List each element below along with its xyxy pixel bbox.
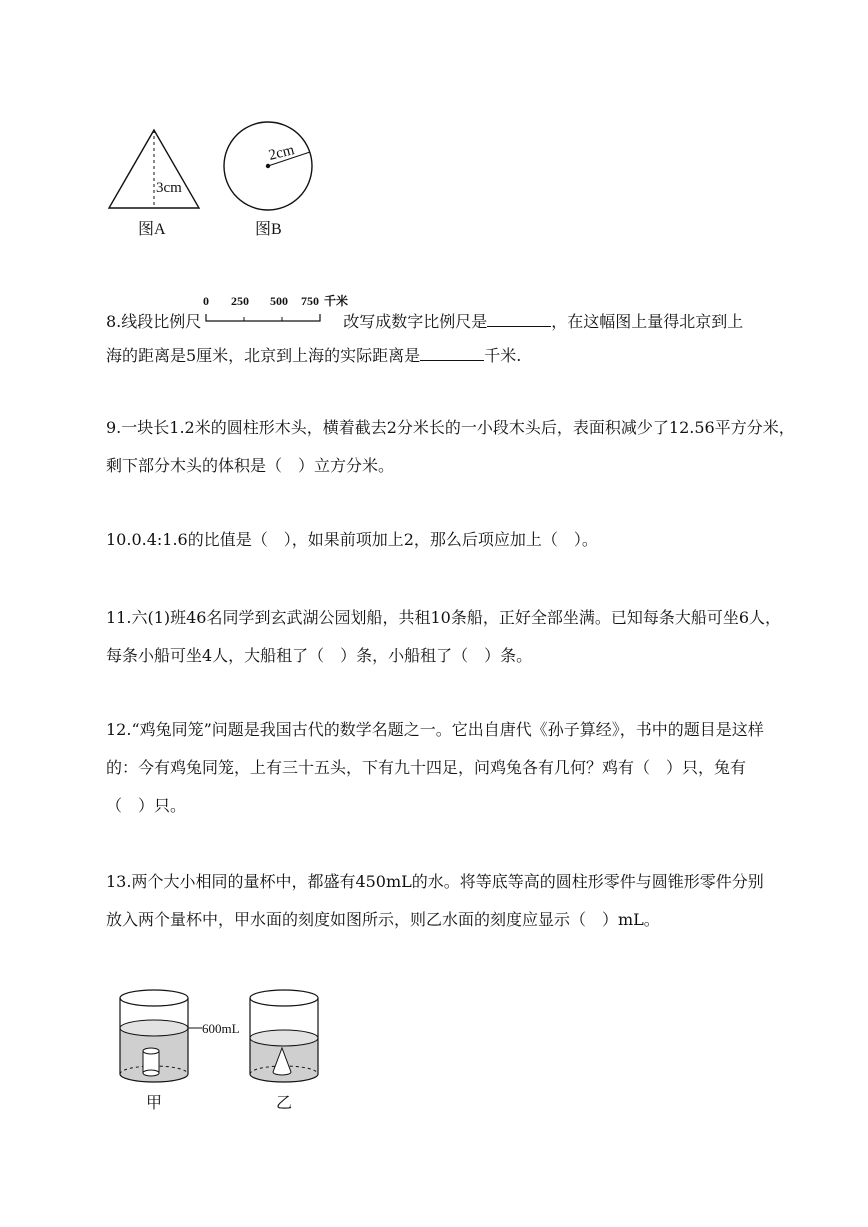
caption-figure-b: 图B bbox=[255, 221, 282, 238]
q8-prefix: 8.线段比例尺 bbox=[106, 312, 202, 331]
question-11-line-1: 11.六(1)班46名同学到玄武湖公园划船，共租10条船，正好全部坐满。已知每条大船可坐6人， bbox=[106, 608, 782, 627]
scale-tick-0: 0 bbox=[203, 294, 209, 308]
question-12-line-2: 的：今有鸡兔同笼，上有三十五头，下有九十四足，问鸡兔各有几何？鸡有（ ）只，兔有 bbox=[106, 758, 747, 777]
question-9-line-1: 9.一块长1.2米的圆柱形木头，横着截去2分米长的一小段木头后，表面积减少了12.56平方分米， bbox=[106, 418, 795, 437]
question-13-line-2: 放入两个量杯中，甲水面的刻度如图所示，则乙水面的刻度应显示（ ）mL。 bbox=[106, 910, 660, 929]
question-11-line-2: 每条小船可坐4人，大船租了（ ）条，小船租了（ ）条。 bbox=[106, 646, 533, 665]
cup-yi bbox=[250, 990, 318, 1082]
question-8-line-2 bbox=[106, 344, 521, 366]
measuring-cups-figure bbox=[110, 982, 350, 1117]
q8-line2-unit: 千米. bbox=[484, 346, 522, 365]
q8-text-end: ，在这幅图上量得北京到上 bbox=[551, 312, 744, 331]
question-13-line-1: 13.两个大小相同的量杯中，都盛有450mL的水。将等底等高的圆柱形零件与圆锥形零件分别 bbox=[106, 872, 764, 891]
circle-radius-label: 2cm bbox=[267, 142, 297, 164]
figure-ab bbox=[100, 118, 330, 243]
cup-caption-yi: 乙 bbox=[276, 1095, 293, 1112]
scale-tick-750: 750 bbox=[301, 294, 319, 308]
q8-line2-text: 海的距离是5厘米，北京到上海的实际距离是 bbox=[106, 346, 421, 365]
triangle-height-label: 3cm bbox=[156, 180, 182, 196]
water-level-label: 600mL bbox=[202, 1021, 240, 1036]
q8-answer-blank-2[interactable] bbox=[420, 344, 484, 361]
scale-unit: 千米 bbox=[324, 294, 349, 308]
scale-bar bbox=[200, 290, 365, 330]
scale-bar-line bbox=[206, 314, 320, 321]
caption-figure-a: 图A bbox=[138, 221, 166, 238]
question-12-line-3: （ ）只。 bbox=[106, 796, 187, 815]
question-10-line-1: 10.0.4:1.6的比值是（ ），如果前项加上2，那么后项应加上（ ）。 bbox=[106, 530, 598, 549]
question-9-line-2: 剩下部分木头的体积是（ ）立方分米。 bbox=[106, 456, 395, 475]
cup-jia bbox=[120, 990, 188, 1082]
cup-caption-jia: 甲 bbox=[146, 1095, 163, 1112]
scale-tick-500: 500 bbox=[270, 294, 288, 308]
scale-tick-250: 250 bbox=[231, 294, 249, 308]
question-12-line-1: 12.“鸡兔同笼”问题是我国古代的数学名题之一。它出自唐代《孙子算经》，书中的题目是这样 bbox=[106, 720, 764, 739]
q8-answer-blank-1[interactable] bbox=[487, 310, 551, 327]
cylinder-part bbox=[143, 1048, 159, 1076]
q8-text-middle: 改写成数字比例尺是 bbox=[343, 312, 488, 331]
